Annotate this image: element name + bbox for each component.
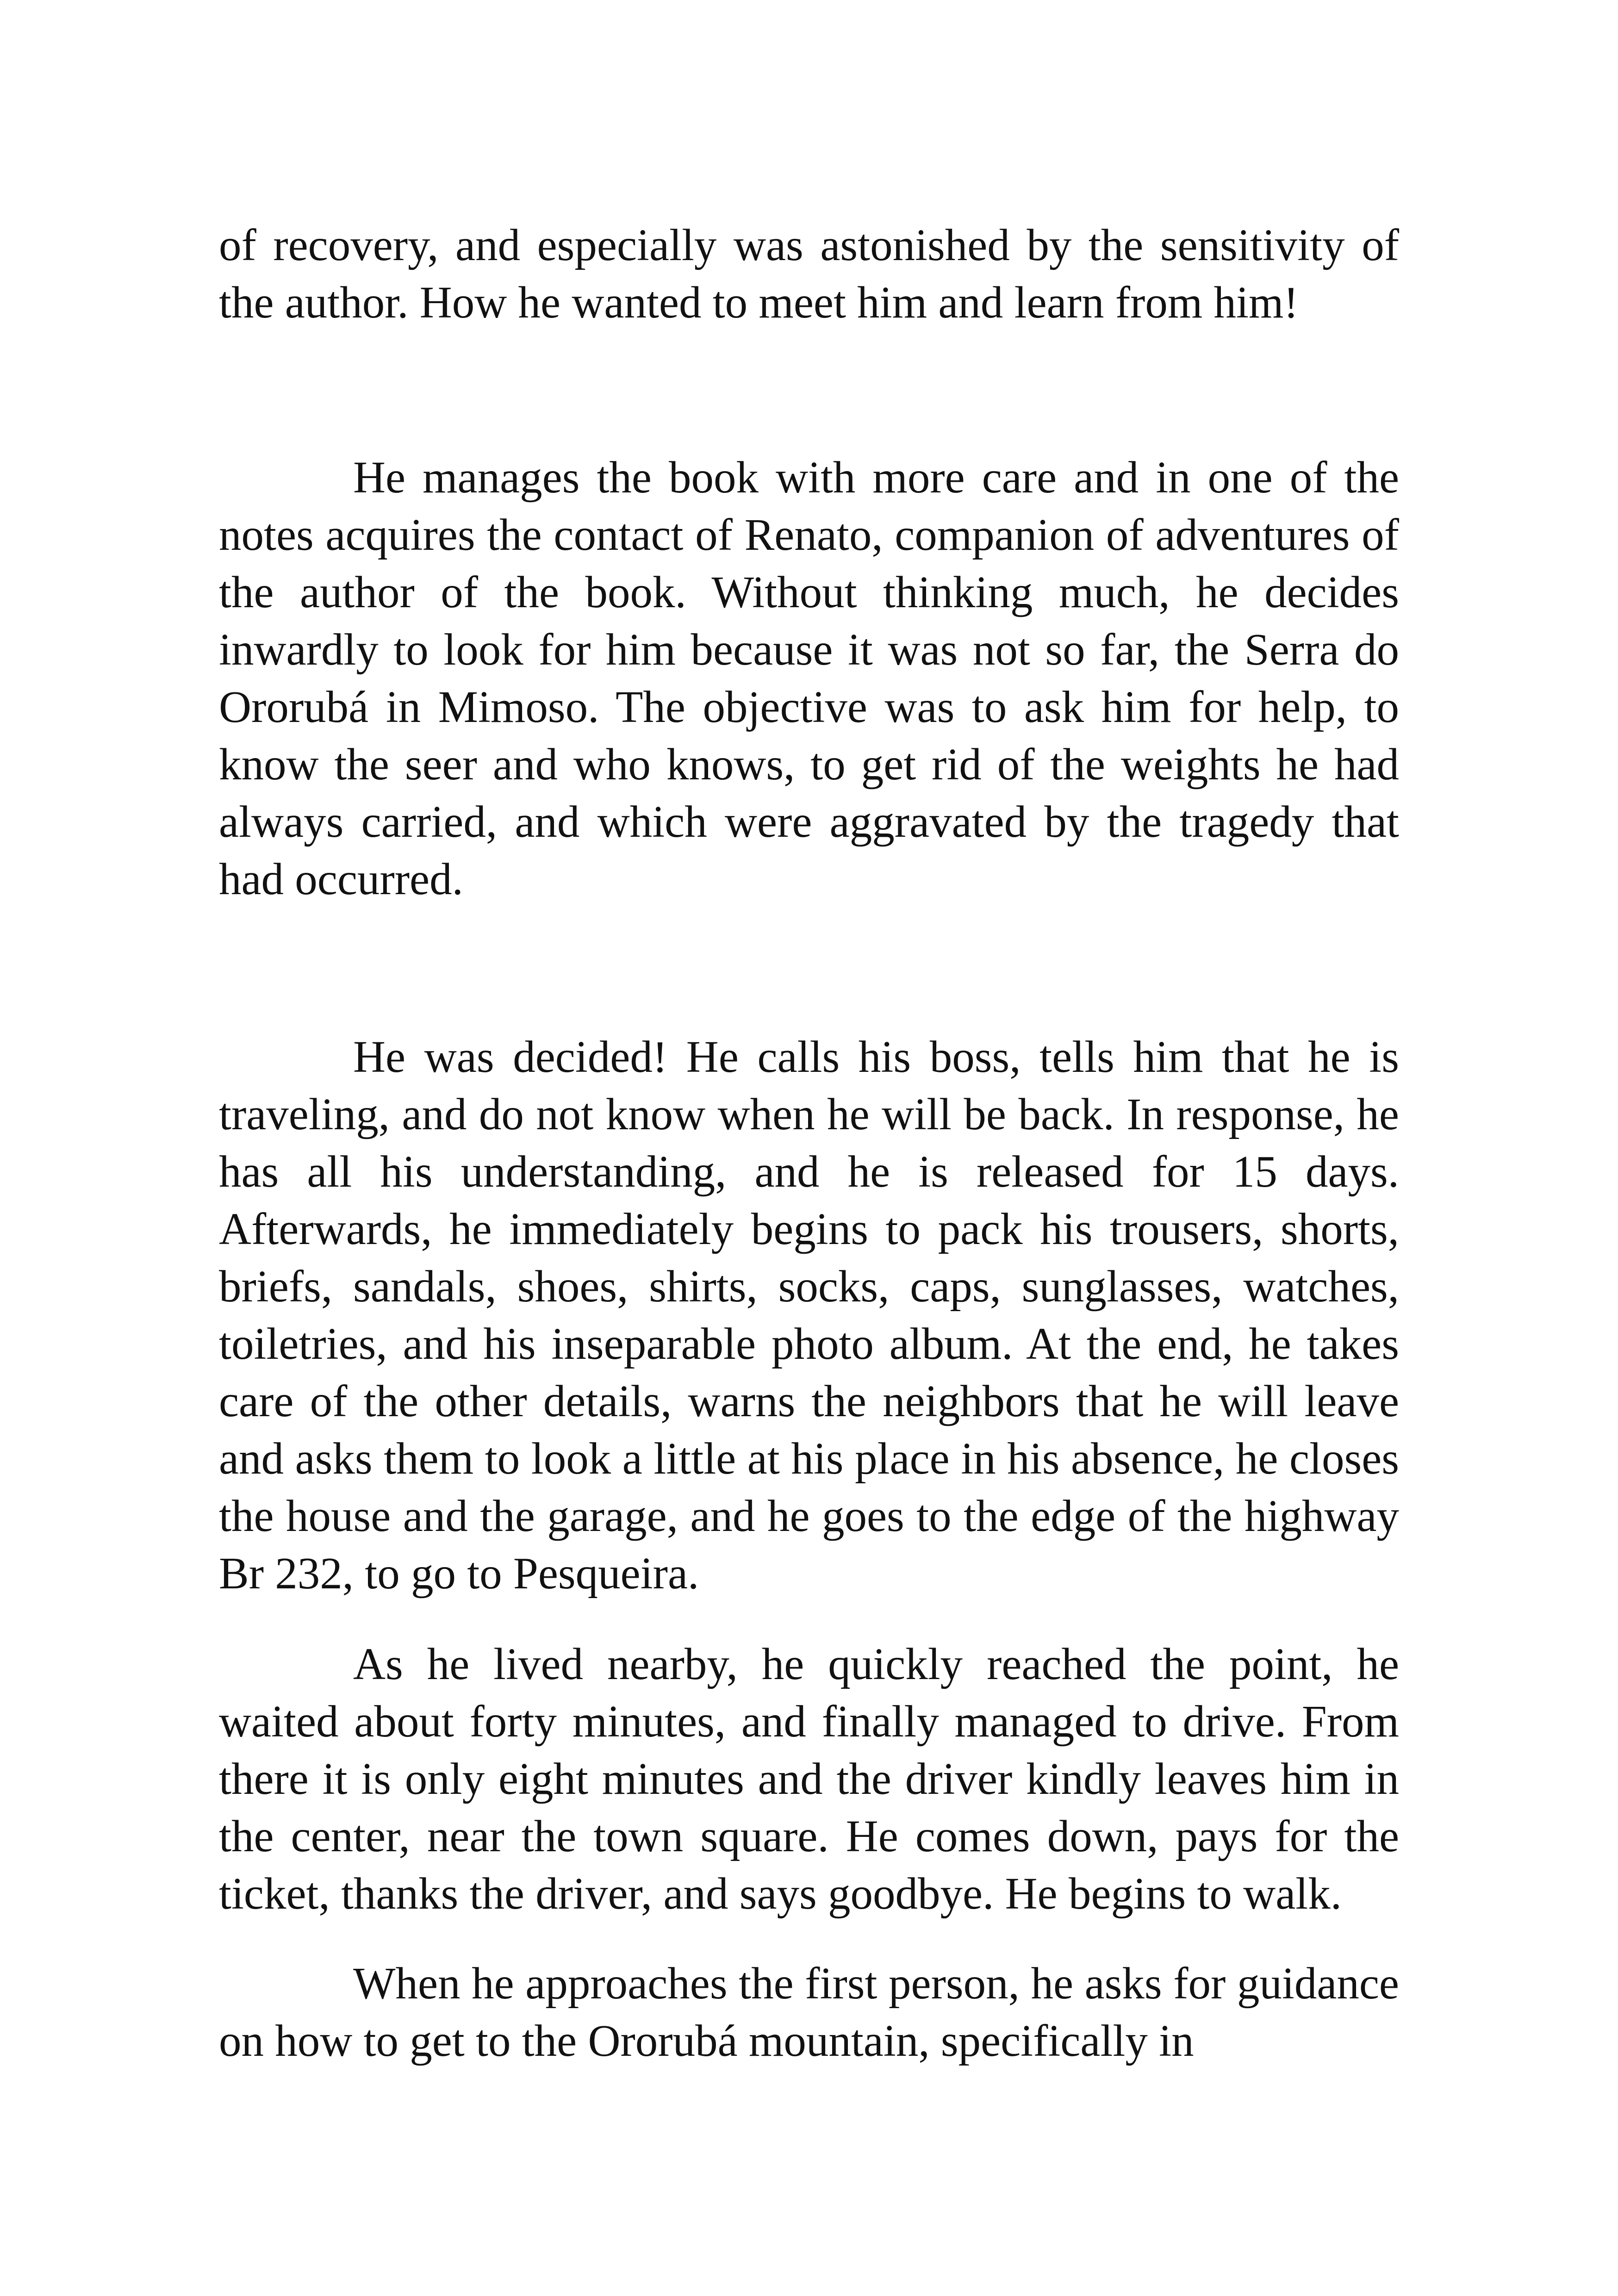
paragraph-text: When he approaches the first person, he asks for guidance on how to get to the Ororubá mountain, specifically in bbox=[219, 1959, 1399, 2066]
paragraph-ride-to-town bbox=[219, 1636, 1399, 1923]
paragraph-continuation bbox=[219, 217, 1399, 331]
paragraph-text: He was decided! He calls his boss, tells him that he is traveling, and do not know when he will be back. In response, he has all his understanding, and he is released for 15 days. Afterwards, he immediately begins to pack his trousers, shorts, briefs, sandals, shoes, shirts, socks, caps, sunglasses, watches, toiletries, and his inseparable photo album. At the end, he takes care of the other details, warns the neighbors that he will leave and asks them to look a little at his place in his absence, he closes the house and the garage, and he goes to the edge of the highway Br 232, to go to Pesqueira. bbox=[219, 1032, 1399, 1598]
paragraph-renato-contact bbox=[219, 449, 1399, 908]
paragraph-text: He manages the book with more care and in one of the notes acquires the contact of Renato, companion of adventures of the author of the book. Without thinking much, he decides inwardly to look for him because it was not so far, the Serra do Ororubá in Mimoso. The objective was to ask him for help, to know the seer and who knows, to get rid of the weights he had always carried, and which were aggravated by the tragedy that had occurred. bbox=[219, 453, 1399, 904]
paragraph-decision-packing bbox=[219, 1028, 1399, 1602]
paragraph-text: of recovery, and especially was astonished by the sensitivity of the author. How he wanted to meet him and learn from him! bbox=[219, 220, 1399, 327]
paragraph-asking-guidance bbox=[219, 1955, 1399, 2070]
paragraph-text: As he lived nearby, he quickly reached the point, he waited about forty minutes, and finally managed to drive. From there it is only eight minutes and the driver kindly leaves him in the center, near the town square. He comes down, pays for the ticket, thanks the driver, and says goodbye. He begins to walk. bbox=[219, 1639, 1399, 1918]
